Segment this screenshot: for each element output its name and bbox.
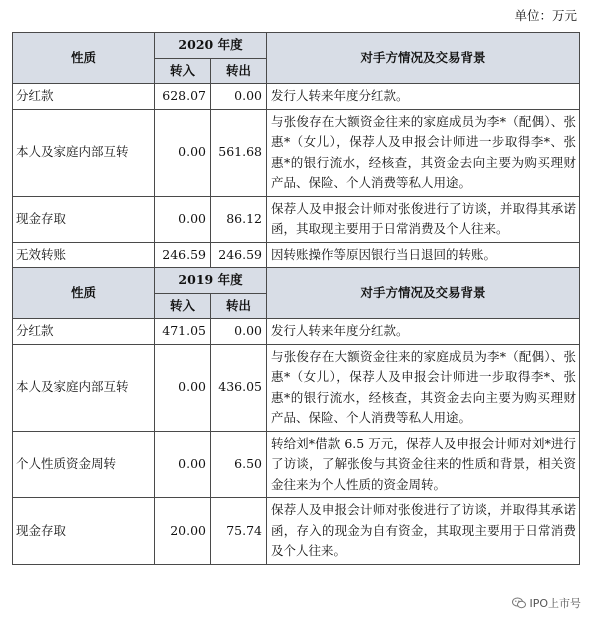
table-row <box>13 242 580 268</box>
table-row <box>13 196 580 242</box>
out-cell: 0.00 <box>211 84 267 110</box>
table-row <box>13 84 580 110</box>
out-cell: 6.50 <box>211 431 267 498</box>
nature-cell: 现金存取 <box>13 498 155 565</box>
nature-cell: 本人及家庭内部互转 <box>13 109 155 196</box>
header-year: 2020 年度 <box>155 33 267 59</box>
description-cell: 保荐人及申报会计师对张俊进行了访谈，并取得其承诺函，存入的现金为自有资金，其取现主要用于日常消费及个人往来。 <box>267 498 580 565</box>
out-cell: 561.68 <box>211 109 267 196</box>
watermark <box>512 595 581 611</box>
header-nature: 性质 <box>13 33 155 84</box>
header-in: 转入 <box>155 58 211 84</box>
description-cell: 转给刘*借款 6.5 万元，保荐人及申报会计师对刘*进行了访谈，了解张俊与其资金往来的性质和背景，相关资金往来为个人性质的资金周转。 <box>267 431 580 498</box>
nature-cell: 个人性质资金周转 <box>13 431 155 498</box>
unit-label: 单位：万元 <box>514 8 577 23</box>
out-cell: 436.05 <box>211 344 267 431</box>
nature-cell: 分红款 <box>13 84 155 110</box>
section-2019-header-row <box>13 268 580 294</box>
in-cell: 0.00 <box>155 109 211 196</box>
header-description: 对手方情况及交易背景 <box>267 268 580 319</box>
in-cell: 0.00 <box>155 344 211 431</box>
nature-cell: 无效转账 <box>13 242 155 268</box>
in-cell: 628.07 <box>155 84 211 110</box>
in-cell: 0.00 <box>155 196 211 242</box>
nature-cell: 本人及家庭内部互转 <box>13 344 155 431</box>
table-row <box>13 319 580 345</box>
in-cell: 20.00 <box>155 498 211 565</box>
section-2020-header-row <box>13 33 580 59</box>
in-cell: 246.59 <box>155 242 211 268</box>
out-cell: 75.74 <box>211 498 267 565</box>
header-in: 转入 <box>155 293 211 319</box>
nature-cell: 分红款 <box>13 319 155 345</box>
table-row <box>13 498 580 565</box>
in-cell: 471.05 <box>155 319 211 345</box>
out-cell: 86.12 <box>211 196 267 242</box>
wechat-icon <box>512 597 526 609</box>
watermark-text: IPO上市号 <box>529 597 581 610</box>
description-cell: 保荐人及申报会计师对张俊进行了访谈，并取得其承诺函，其取现主要用于日常消费及个人往来。 <box>267 196 580 242</box>
in-cell: 0.00 <box>155 431 211 498</box>
description-cell: 发行人转来年度分红款。 <box>267 319 580 345</box>
out-cell: 246.59 <box>211 242 267 268</box>
header-description: 对手方情况及交易背景 <box>267 33 580 84</box>
description-cell: 因转账操作等原因银行当日退回的转账。 <box>267 242 580 268</box>
table-row <box>13 431 580 498</box>
header-year: 2019 年度 <box>155 268 267 294</box>
out-cell: 0.00 <box>211 319 267 345</box>
transaction-table <box>12 32 580 565</box>
description-cell: 与张俊存在大额资金往来的家庭成员为李*（配偶）、张惠*（女儿），保荐人及申报会计师进一步取得李*、张惠*的银行流水，经核查，其资金去向主要为购买理财产品、保险、个人消费等私人用途。 <box>267 109 580 196</box>
nature-cell: 现金存取 <box>13 196 155 242</box>
header-nature: 性质 <box>13 268 155 319</box>
table-row <box>13 344 580 431</box>
header-out: 转出 <box>211 58 267 84</box>
header-out: 转出 <box>211 293 267 319</box>
description-cell: 与张俊存在大额资金往来的家庭成员为李*（配偶）、张惠*（女儿），保荐人及申报会计师进一步取得李*、张惠*的银行流水，经核查，其资金去向主要为购买理财产品、保险、个人消费等私人用途。 <box>267 344 580 431</box>
table-row <box>13 109 580 196</box>
description-cell: 发行人转来年度分红款。 <box>267 84 580 110</box>
